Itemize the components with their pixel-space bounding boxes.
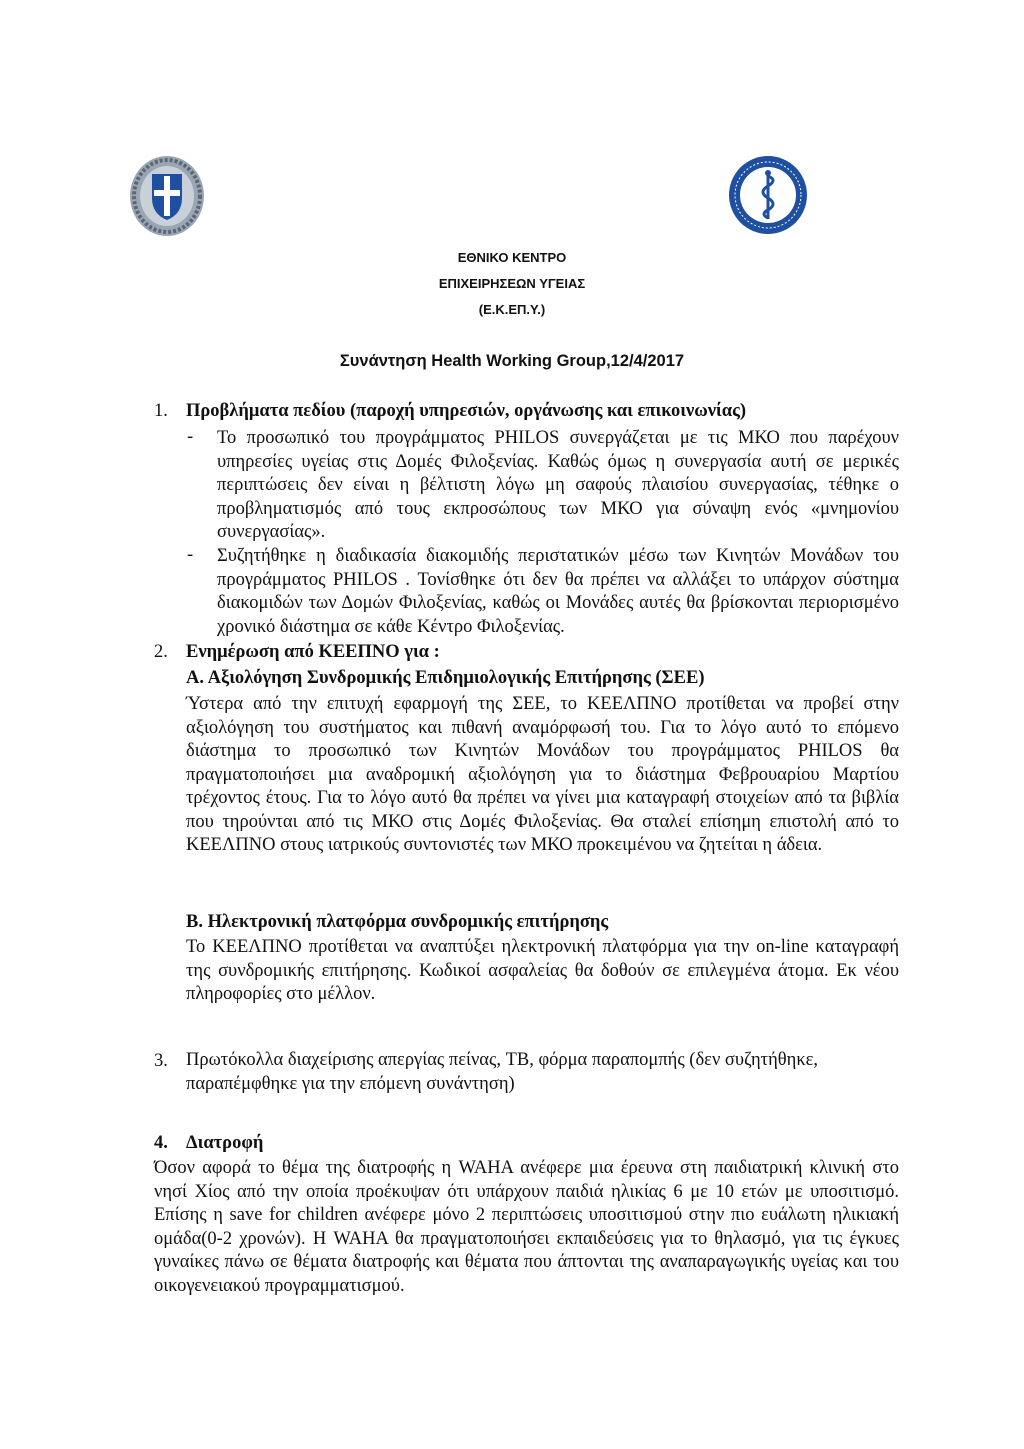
meeting-title: Συνάντηση Health Working Group,12/4/2017 bbox=[339, 352, 685, 370]
subsection-a-heading: Α. Αξιολόγηση Συνδρομικής Επιδημιολογικής Επιτήρησης (ΣΕΕ) bbox=[186, 668, 705, 688]
subsection-a-text: Ύστερα από την επιτυχή εφαρμογή της ΣΕΕ, το ΚΕΕΛΠΝΟ προτίθεται να προβεί στην αξιολόγηση του συστήματος και πιθανή αναμόρφωσή του. Για το λόγο αυτό το επόμενο διάστημα το προσωπικό των Κινητών Μονάδων του προγράμματος PHILOS θα πραγματοποιήσει μια αναδρομική αξιολόγηση για το διάστημα Φεβρουαρίου Μαρτίου τρέχοντος έτους. Για το λόγο αυτό θα πρέπει να γίνει μια καταγραφή στοιχείων από τα βιβλία που τηρούνται από τις ΜΚΟ στις Δομές Φιλοξενίας. Θα σταλεί επίσημη επιστολή από το ΚΕΕΛΠΝΟ στους ιατρικούς συντονιστές των ΜΚΟ προκειμένου να ζητείται η άδεια. bbox=[186, 694, 899, 855]
org-name-line1: ΕΘΝΙΚΟ ΚΕΝΤΡΟ bbox=[457, 250, 567, 265]
section-3-text: Πρωτόκολλα διαχείρισης απεργίας πείνας, TB, φόρμα παραπομπής (δεν συζητήθηκε, παραπέμφθηκε για την επόμενη συνάντηση) bbox=[186, 1050, 819, 1094]
section-1-heading: Προβλήματα πεδίου (παροχή υπηρεσιών, οργάνωσης και επικοινωνίας) bbox=[186, 401, 747, 421]
bullet-marker: - bbox=[187, 427, 194, 447]
section-1-bullet-2: Συζητήθηκε η διαδικασία διακομιδής περιστατικών μέσω των Κινητών Μονάδων του προγράμματος PHILOS . Τονίσθηκε ότι δεν θα πρέπει να αλλάξει το υπάρχον σύστημα διακομιδών των Δομών Φιλοξενίας, καθώς οι Μονάδες αυτές θα βρίσκονται περιορισμένο χρονικό διάστημα σε κάθε Κέντρο Φιλοξενίας. bbox=[217, 546, 899, 637]
greek-state-emblem-icon bbox=[128, 152, 206, 240]
section-4-text: Όσον αφορά το θέμα της διατροφής η WAHA ανέφερε μια έρευνα στη παιδιατρική κλινική στο νησί Χίος από την οποία προέκυψαν ότι υπάρχουν παιδιά ηλικίας 6 με 10 ετών με υποσιτισμό. Επίσης η save for children ανέφερε μόνο 2 περιπτώσεις υποσιτισμού στην πιο ευάλωτη ηλικιακή ομάδα(0-2 χρονών). Η WAHA θα πραγματοποιήσει εκπαιδεύσεις για το θηλασμό, για τις έγκυες γυναίκες πάνω σε θέματα διατροφής και θέματα που άπτονται της αναπαραγωγικής υγείας και του οικογενειακού προγραμματισμού. bbox=[154, 1158, 899, 1296]
section-2-number: 2. bbox=[154, 642, 168, 662]
ekepy-caduceus-seal-icon bbox=[727, 154, 809, 236]
section-1-bullet-1: Το προσωπικό του προγράμματος PHILOS συνεργάζεται με τις ΜΚΟ που παρέχουν υπηρεσίες υγείας στις Δομές Φιλοξενίας. Καθώς όμως η συνεργασία αυτή σε μερικές περιπτώσεις δεν είναι η βέλτιστη λόγω μη σαφούς πλαισίου συνεργασίας, τέθηκε ο προβληματισμός από τους εκπροσώπους των ΜΚΟ για σύναψη ενός «μνημονίου συνεργασίας». bbox=[217, 428, 899, 542]
bullet-marker: - bbox=[187, 545, 194, 565]
section-1-number: 1. bbox=[154, 401, 168, 421]
section-3-number: 3. bbox=[154, 1051, 168, 1071]
section-2-heading: Ενημέρωση από ΚΕΕΠΝΟ για : bbox=[186, 642, 440, 662]
subsection-b-text: Το ΚΕΕΛΠΝΟ προτίθεται να αναπτύξει ηλεκτρονική πλατφόρμα για την on-line καταγραφή της συνδρομικής επιτήρησης. Κωδικοί ασφαλείας θα δοθούν σε επιλεγμένα άτομα. Εκ νέου πληροφορίες στο μέλλον. bbox=[186, 937, 899, 1004]
subsection-b-heading: Β. Ηλεκτρονική πλατφόρμα συνδρομικής επιτήρησης bbox=[186, 912, 609, 932]
org-name-line2: ΕΠΙΧΕΙΡΗΣΕΩΝ ΥΓΕΙΑΣ bbox=[438, 276, 586, 291]
org-abbreviation: (Ε.Κ.ΕΠ.Υ.) bbox=[478, 302, 546, 317]
section-4-heading: Διατροφή bbox=[186, 1133, 264, 1153]
section-4-number: 4. bbox=[154, 1133, 168, 1153]
